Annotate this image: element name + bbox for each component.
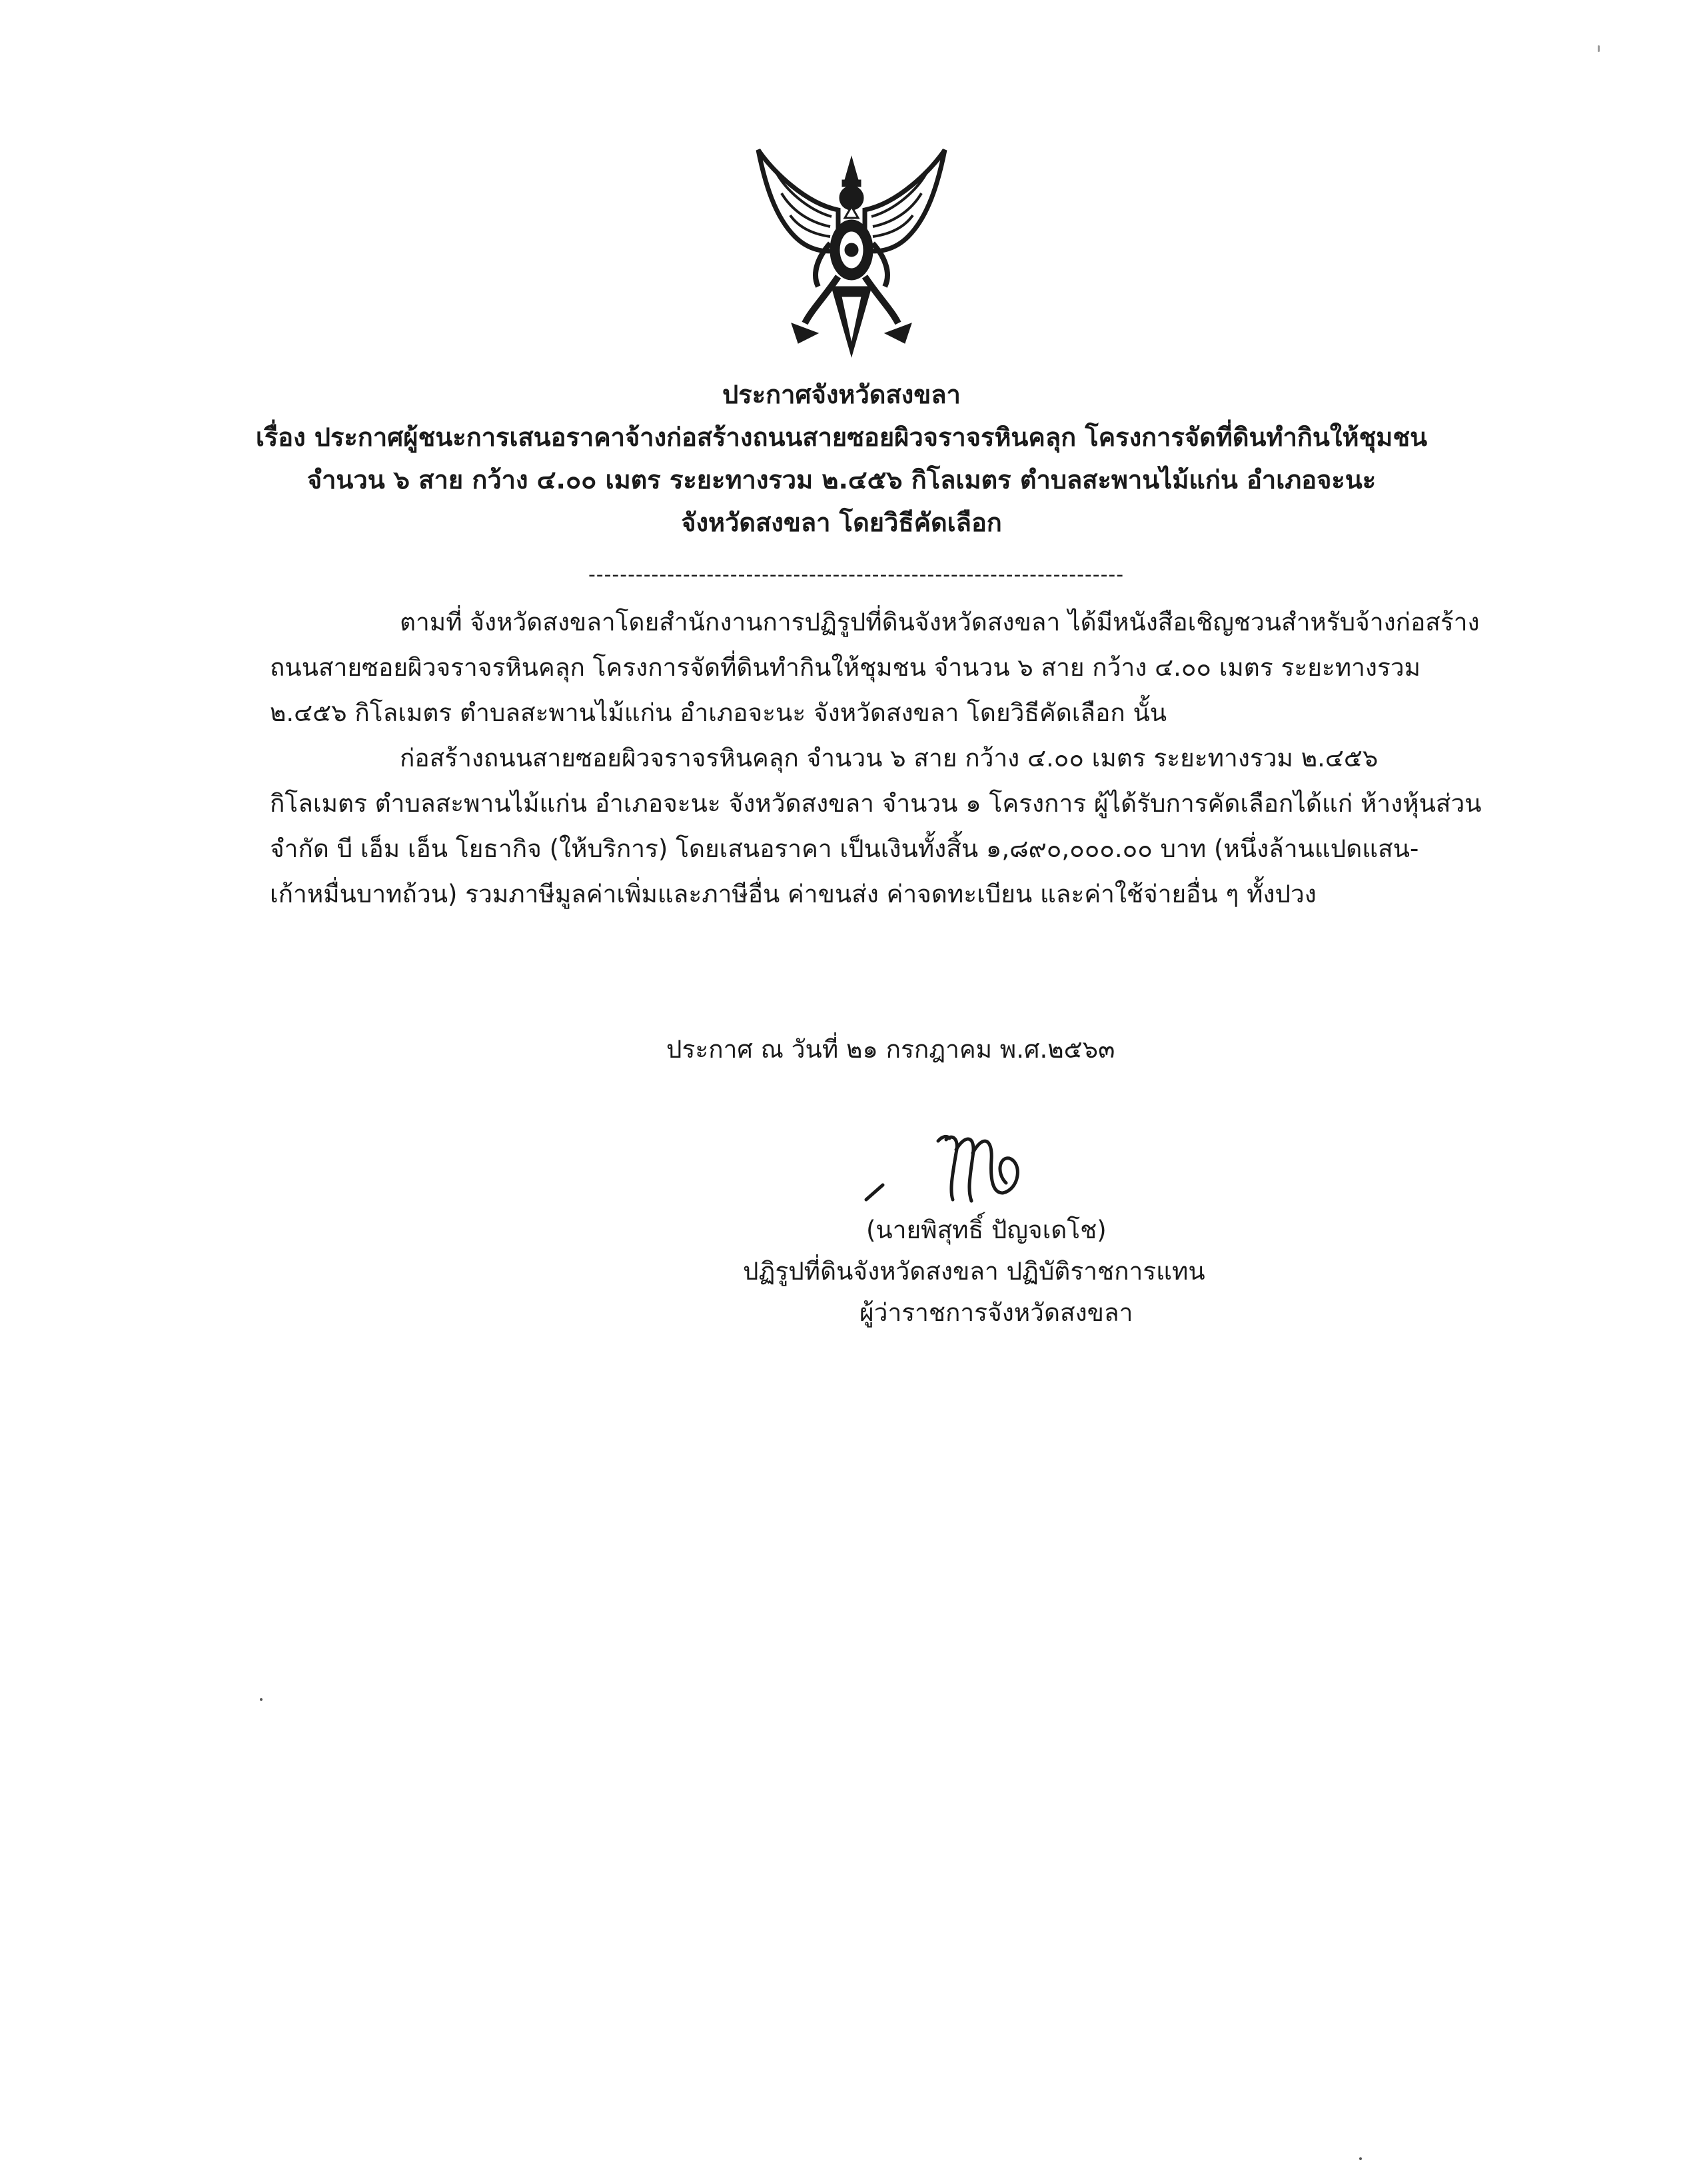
paragraph1-line-2: ถนนสายซอยผิวจราจรหินคลุก โครงการจัดที่ดินทำกินให้ชุมชน จำนวน ๖ สาย กว้าง ๔.๐๐ เมตร ระยะทางรวม (270, 653, 1421, 682)
page-title: ประกาศจังหวัดสงขลา (722, 380, 961, 409)
paragraph2-line-3: จำกัด บี เอ็ม เอ็น โยธากิจ (ให้บริการ) โดยเสนอราคา เป็นเงินทั้งสิ้น ๑,๘๙๐,๐๐๐.๐๐ บาท (หนึ่งล้านแปดแสน- (270, 834, 1419, 863)
subject-line-2: จำนวน ๖ สาย กว้าง ๔.๐๐ เมตร ระยะทางรวม ๒.๔๕๖ กิโลเมตร ตำบลสะพานไม้แก่น อำเภอจะนะ (306, 465, 1377, 495)
subject-line-3: จังหวัดสงขลา โดยวิธีคัดเลือก (681, 508, 1002, 537)
paragraph2-line-4: เก้าหมื่นบาทถ้วน) รวมภาษีมูลค่าเพิ่มและภาษีอื่น ค่าขนส่ง ค่าจดทะเบียน และค่าใช้จ่ายอื่น ๆ ทั้งปวง (270, 880, 1317, 908)
signer-name: (นายพิสุทธิ์ ปัญจเดโช) (866, 1216, 1107, 1244)
scan-speck (1359, 2157, 1362, 2160)
paragraph1-line-1: ตามที่ จังหวัดสงขลาโดยสำนักงานการปฏิรูปที่ดินจังหวัดสงขลา ได้มีหนังสือเชิญชวนสำหรับจ้างก่อสร้าง (400, 608, 1480, 636)
separator-line: -------------------------------------------------------------------- (588, 565, 1125, 585)
paragraph2-line-1: ก่อสร้างถนนสายซอยผิวจราจรหินคลุก จำนวน ๖ สาย กว้าง ๔.๐๐ เมตร ระยะทางรวม ๒.๔๕๖ (400, 744, 1379, 772)
signature-block (666, 1210, 1333, 1334)
signer-position-1: ปฏิรูปที่ดินจังหวัดสงขลา ปฏิบัติราชการแทน (743, 1257, 1205, 1286)
garuda-emblem-icon (745, 143, 958, 363)
signer-position-2: ผู้ว่าราชการจังหวัดสงขลา (859, 1298, 1133, 1327)
paragraph1-line-3: ๒.๔๕๖ กิโลเมตร ตำบลสะพานไม้แก่น อำเภอจะนะ จังหวัดสงขลา โดยวิธีคัดเลือก นั้น (270, 698, 1167, 727)
announcement-header (160, 373, 1523, 544)
paragraph2-line-2: กิโลเมตร ตำบลสะพานไม้แก่น อำเภอจะนะ จังหวัดสงขลา จำนวน ๑ โครงการ ผู้ได้รับการคัดเลือกได้แก่ ห้างหุ้นส่วน (270, 789, 1482, 818)
handwritten-signature-icon (859, 1126, 1099, 1213)
scan-speck (1598, 45, 1600, 52)
announcement-body (270, 600, 1542, 917)
subject-line-1: เรื่อง ประกาศผู้ชนะการเสนอราคาจ้างก่อสร้างถนนสายซอยผิวจราจรหินคลุก โครงการจัดที่ดินทำกินให้ชุมชน (255, 423, 1428, 452)
announcement-date: ประกาศ ณ วันที่ ๒๑ กรกฎาคม พ.ศ.๒๕๖๓ (666, 1035, 1115, 1064)
scan-speck (260, 1698, 263, 1701)
